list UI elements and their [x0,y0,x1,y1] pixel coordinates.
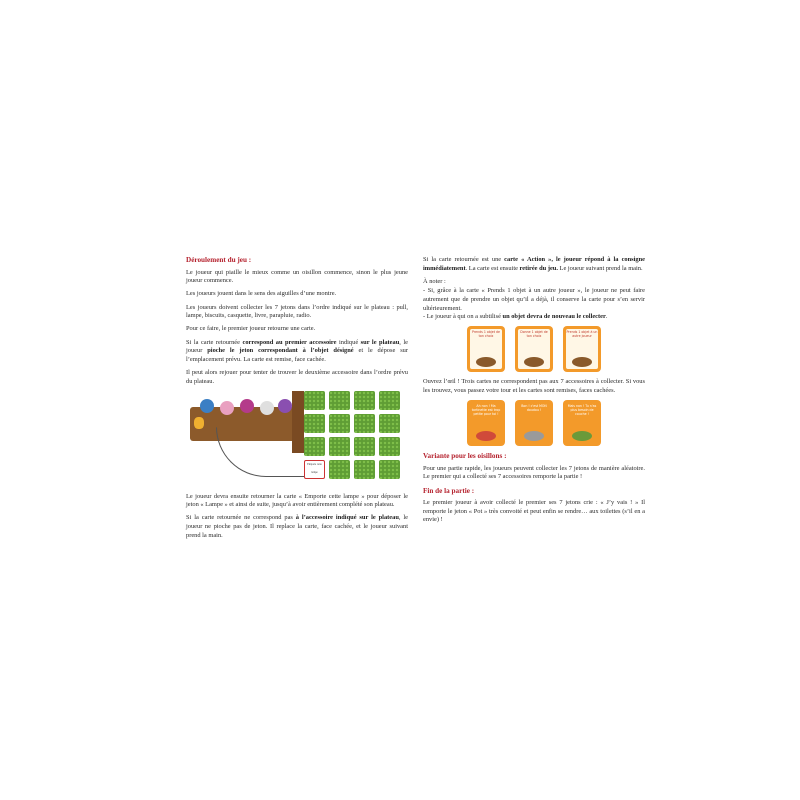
text-run: . La carte est ensuite [465,264,520,272]
face-down-card [304,414,325,433]
paragraph: Le premier joueur à avoir collecté le premier ses 7 jetons crie : « J’y vais ! » Il remporte le jeton « Pot » très convoité et peut enfin se rendre… aux toilettes (s’il en a envie) ! [423,499,645,524]
face-down-card [354,460,375,479]
paragraph: Le joueur devra ensuite retourner la carte « Emporte cette lampe » pour déposer le jeton « Lampe » et ainsi de suite, jusqu’à avoir entièrement complété son plateau. [186,492,408,509]
face-down-card [304,391,325,410]
token-pull-icon [200,399,214,413]
heading-deroulement: Déroulement du jeu : [186,256,252,264]
face-down-card [354,414,375,433]
token-lamp-icon [220,401,234,415]
odd-card [563,400,601,446]
paragraph: Les joueurs doivent collecter les 7 jetons dans l’ordre indiqué sur le plateau : pull, lampe, biscuits, casquette, livre, parapluie, radio. [186,303,408,320]
face-down-card [354,391,375,410]
paragraph [186,514,408,540]
card-text: Bon ! c'est MON doudou ! [521,404,547,412]
face-down-card [329,437,350,456]
action-card [563,326,601,372]
paragraph: Pour une partie rapide, les joueurs peuvent collecter les 7 jetons de manière aléatoire. Le premier qui a collecté ses 7 accessoires remporte la partie ! [423,464,645,481]
paragraph: Le joueur qui piaille le mieux comme un oisillon commence, sinon le plus jeune joueur commence. [186,268,408,285]
action-cards [423,326,645,372]
text-run: Si la carte retournée [186,338,243,346]
heading-fin: Fin de la partie : [423,486,475,495]
face-card-text: Emporte cette lampe [307,462,322,475]
face-down-card [379,391,400,410]
heading-variante: Variante pour les oisillons : [423,452,507,461]
bold-run: carte « Action », le joueur répond à la consigne immédiatement [423,256,645,272]
token-book-icon [278,399,292,413]
paragraph: Pour ce faire, le premier joueur retourne une carte. [186,325,316,333]
paragraph: Il peut alors rejouer pour tenter de trouver le deuxième accessoire dans l’ordre prévu du plateau. [186,368,408,385]
card-grid [304,391,404,479]
bold-run: correspond au premier accessoire [242,338,337,346]
paragraph: Ouvrez l’œil ! Trois cartes ne correspondent pas aux 7 accessoires à collecter. Si vous les trouvez, vous passez votre tour et les cartes sont remises, faces cachées. [423,378,645,394]
action-card [467,326,505,372]
note-title: À noter : [423,277,446,285]
text-run: Si la carte retournée ne correspond pas [186,514,296,522]
face-down-card [379,437,400,456]
text-run: , le joueur [186,338,408,355]
right-column [423,256,645,529]
token-cap-icon [260,401,274,415]
bold-run: sur le plateau [360,338,400,346]
bird-icon [194,417,204,429]
token-biscuit-icon [240,399,254,413]
text-run: - Le joueur à qui on a subtilisé [423,313,503,321]
arrow-line [216,427,312,477]
note-item [423,313,645,322]
bold-run: à l’accessoire indiqué sur le plateau [295,514,399,522]
face-down-card [379,460,400,479]
face-down-card [304,437,325,456]
card-text: Prends 1 objet à un autre joueur [566,330,598,339]
text-run: et le dépose sur l’emplacement prévu. La carte est remise, face cachée. [186,347,408,363]
text-run: Le joueur suivant prend la main. [557,264,643,272]
card-text: Prends 1 objet de ton choix [472,330,500,339]
note-item: - Si, grâce à la carte « Prends 1 objet à un autre joueur », le joueur ne peut faire autrement que de prendre un objet qu’il a déjà, il conserve la carte pour s’en servir ultérieurement. [423,287,645,312]
board-illustration [186,391,408,487]
odd-cards [423,400,645,446]
text-run: indiqué [336,338,361,346]
face-down-card [329,460,350,479]
text-run: , le joueur ne pioche pas de jeton. Il replace la carte, face cachée, et le joueur suivant prend la main. [186,514,408,539]
face-down-card [329,391,350,410]
face-down-card [354,437,375,456]
card-text: Donne 1 objet de ton choix [520,330,548,339]
paragraph [423,256,645,273]
card-text: Mais non ! Tu n'as plus besoin de couche ! [567,404,597,416]
paragraph: Les joueurs jouent dans le sens des aiguilles d’une montre. [186,290,337,298]
face-down-card [379,414,400,433]
text-run: Si la carte retournée est une [423,256,505,263]
bold-run: un objet devra de nouveau le collecter [502,313,606,321]
bold-run: retirée du jeu. [519,264,558,272]
left-column [186,256,408,545]
face-up-card [304,460,325,479]
paragraph [186,339,408,365]
odd-card [467,400,505,446]
odd-card [515,400,553,446]
card-text: Ah non ! Ma tortinette est trop petite pour toi ! [471,404,501,416]
bold-run: pioche le jeton correspondant à l’objet désigné [207,347,354,355]
face-down-card [329,414,350,433]
text-run: . [605,313,608,321]
action-card [515,326,553,372]
